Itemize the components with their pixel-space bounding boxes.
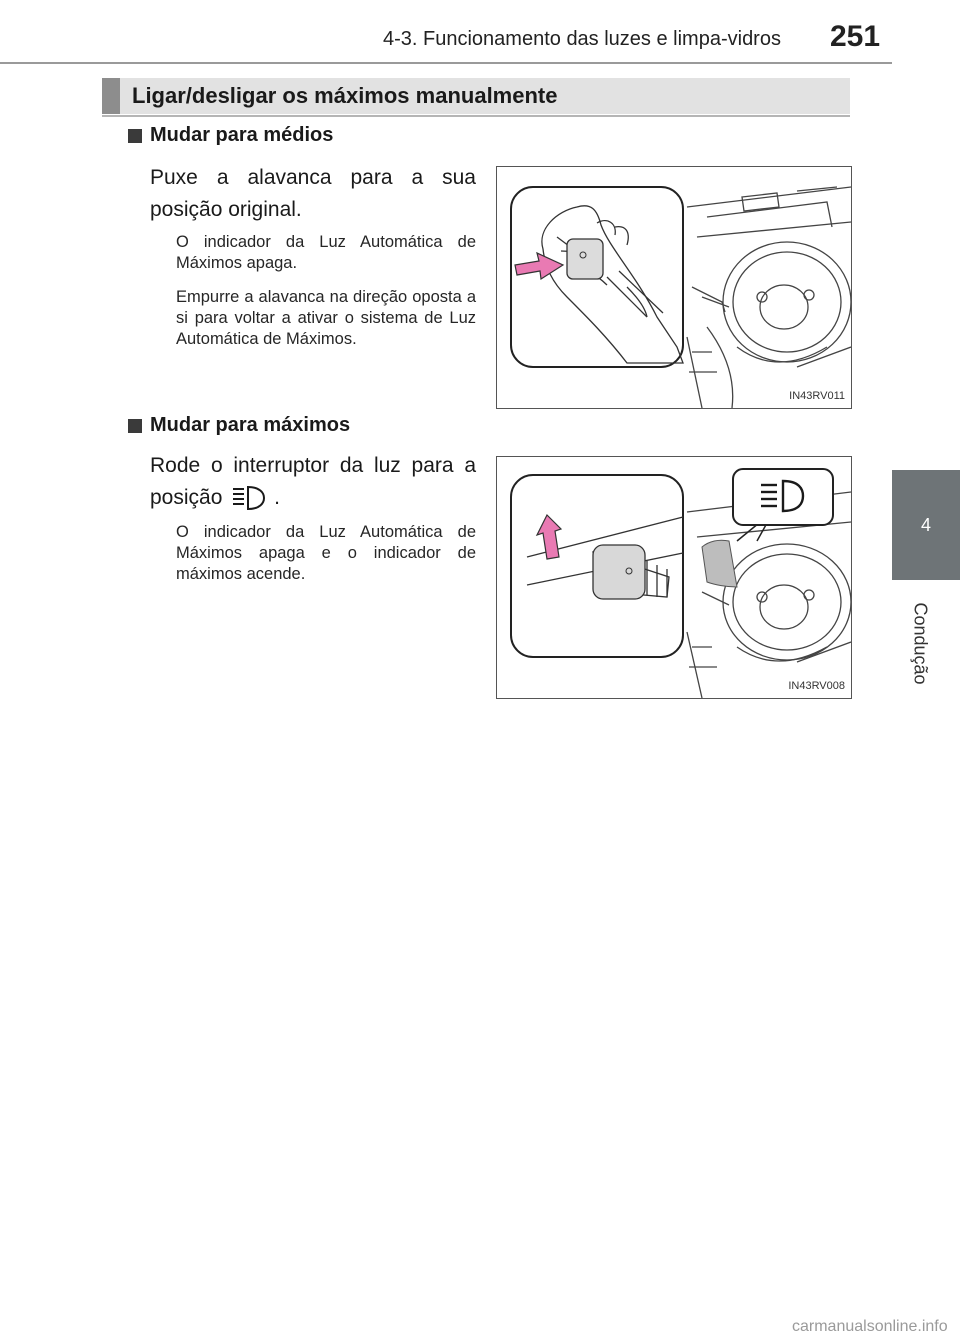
chapter-label-container	[900, 588, 940, 698]
instruction-high-beam-end: .	[274, 486, 280, 509]
square-bullet-icon	[128, 419, 142, 433]
lever-pull-illustration	[497, 167, 851, 408]
switch-rotate-illustration	[497, 457, 851, 698]
figure-lever-pull	[496, 166, 852, 409]
header-title: 4-3. Funcionamento das luzes e limpa-vidros	[383, 28, 781, 50]
header-divider	[0, 62, 892, 64]
figure-code-lever-pull: IN43RV011	[789, 390, 845, 402]
subheading-high-beam	[128, 414, 350, 437]
note-low-beam-1: O indicador da Luz Automática de Máximos apaga.	[176, 233, 476, 272]
instruction-low-beam: Puxe a alavanca para a sua posição original.	[150, 166, 476, 221]
subheading-low-beam-text: Mudar para médios	[150, 124, 334, 146]
note-high-beam-1: O indicador da Luz Automática de Máximos apaga e o indicador de máximos acende.	[176, 523, 476, 583]
chapter-number: 4	[920, 514, 931, 535]
chapter-label: Condução	[910, 601, 931, 685]
chapter-tab[interactable]	[892, 470, 960, 580]
high-beam-icon	[228, 484, 268, 512]
square-bullet-icon	[128, 129, 142, 143]
section-title-bar	[102, 78, 850, 114]
note-low-beam-2: Empurre a alavanca na direção oposta a si para voltar a ativar o sistema de Luz Automática de Máximos.	[176, 288, 476, 348]
instruction-high-beam-text: Rode o interruptor da luz para a posição	[150, 454, 476, 509]
subheading-high-beam-text: Mudar para máximos	[150, 414, 351, 436]
subheading-low-beam	[128, 124, 333, 147]
figure-switch-rotate	[496, 456, 852, 699]
instruction-high-beam	[150, 450, 476, 514]
page-number: 251	[830, 20, 881, 53]
site-watermark: carmanualsonline.info	[792, 1318, 948, 1335]
section-title: Ligar/desligar os máximos manualmente	[132, 83, 558, 108]
figure-code-switch-rotate: IN43RV008	[788, 680, 845, 692]
section-divider	[102, 115, 850, 117]
